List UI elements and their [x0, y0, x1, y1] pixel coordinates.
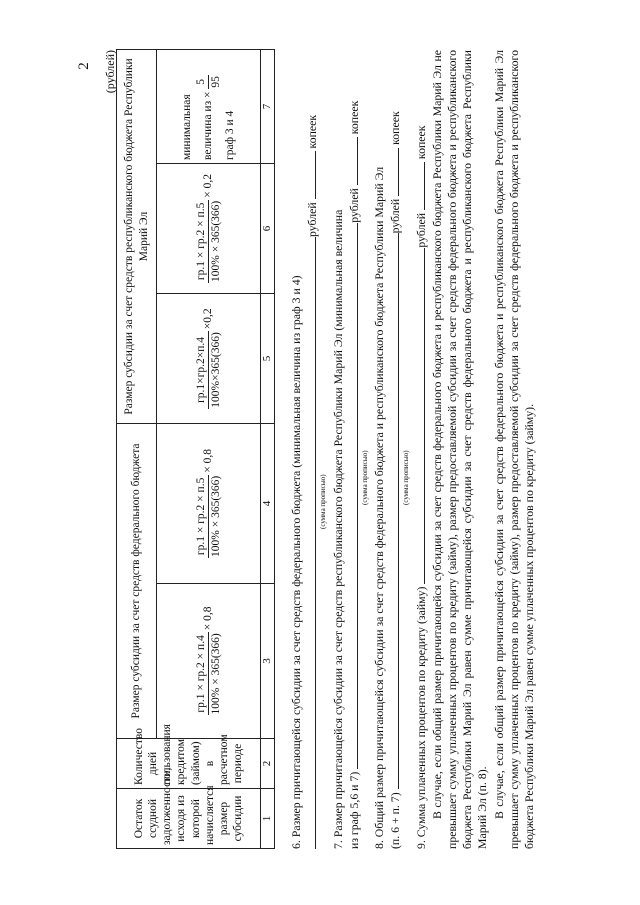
item-9-rubles-label: рублей [414, 212, 428, 248]
formula-col3 [157, 584, 261, 739]
item-8-amount-line [387, 50, 403, 849]
column-number-6: 6 [261, 164, 275, 294]
item-7-hint: (сумма прописью) [361, 450, 369, 505]
formula-col3-numerator: гр.1 × гр.2 × п.4 [194, 632, 209, 715]
header-loan-balance: Остаток ссудной задолженности, исходя из которой начисляется размер субсидии [117, 789, 261, 849]
formula-col6-multiplier: × 0,2 [202, 174, 215, 198]
item-7-kopecks-blank [346, 137, 358, 185]
item-8-hint: (сумма прописью) [402, 450, 410, 505]
formula-col4-multiplier: × 0,8 [202, 449, 215, 473]
column-number-2: 2 [261, 739, 275, 789]
item-6-amount-line [304, 50, 320, 849]
item-8-line1: 8. Общий размер причитающейся субсидии за счет средств федерального бюджета и республиканского бюджета Республики Марий Эл [372, 166, 386, 849]
item-7-kopecks-label: копеек [347, 100, 361, 135]
formula-col7-columns: граф 3 и 4 [224, 110, 237, 160]
column-number-5: 5 [261, 294, 275, 424]
item-8-amount-blank [387, 233, 399, 789]
item-9-kopecks-label: копеек [414, 125, 428, 160]
formula-col6 [157, 164, 261, 294]
item-6-kopecks-blank [304, 151, 316, 199]
paragraph-exceeds: В случае, если общий размер причитающейся субсидии за счет средств федерального бюджета и республиканского бюджета Республики Марий Эл превышает сумму уплаченных процентов по кредиту (займу), размер предоставляемой субсидии за счет средств федерального бюджета и республиканского бюджета Республики Марий Эл равен сумме уплаченных процентов по кредиту (займу). [492, 50, 536, 849]
formula-col4-denominator: 100% × 365(366) [210, 475, 222, 557]
formula-col7-numerator: 5 [194, 75, 209, 89]
item-8-kopecks-blank [387, 148, 399, 196]
column-number-4: 4 [261, 424, 275, 584]
header-republic-subsidy: Размер субсидии за счет средств республиканского бюджета Республики Марий Эл [117, 49, 157, 423]
item-9 [413, 50, 429, 849]
subsidy-table [116, 49, 275, 849]
formula-col5-multiplier: ×0,2 [202, 308, 215, 330]
column-number-3: 3 [261, 584, 275, 739]
item-7-rubles-label: рублей [347, 188, 361, 223]
currency-unit: (рублей) [103, 50, 117, 94]
item-6 [289, 50, 304, 849]
item-7-amount-blank [346, 223, 358, 769]
paragraph-not-exceeds: В случае, если общий размер причитающейся субсидии за счет средств федерального бюджета и республиканского бюджета Республики Марий Эл не превышает сумму уплаченных процентов по кредиту (займу), размер предоставляемой субсидии за счет средств федерального бюджета и республиканского бюджета Республики Марий Эл равен сумме причитающейся субсидии за счет средств федерального бюджета и республиканского бюджета Республики Марий Эл (п. 8). [430, 50, 489, 849]
page-number: 2 [76, 62, 92, 70]
formula-col6-numerator: гр.1 × гр.2 × п.5 [194, 200, 209, 283]
header-days-count: Количество дней пользования кредитом (займом) в расчетном периоде [117, 739, 261, 789]
formula-col7 [157, 49, 261, 163]
formula-col4 [157, 424, 261, 584]
formula-col3-denominator: 100% × 365(366) [210, 633, 222, 715]
formula-col5 [157, 294, 261, 424]
item-8-rubles-label: рублей [388, 198, 402, 234]
formula-col7-multiplier: × [202, 91, 215, 98]
item-7-line1: 7. Размер причитающейся субсидии за счет средств республиканского бюджета Республики Марий Эл (минимальная величина [331, 209, 345, 849]
item-6-rubles-label: рублей [305, 202, 319, 237]
formula-col7-text: минимальная величина из [180, 94, 215, 160]
item-9-kopecks-blank [413, 162, 425, 210]
item-7-amount-line [346, 50, 362, 849]
item-8-line2: (п. 6 + п. 7) [388, 792, 402, 849]
column-number-1: 1 [261, 789, 275, 849]
item-8 [372, 50, 387, 849]
item-8-kopecks-label: копеек [388, 111, 402, 145]
item-7 [331, 50, 346, 849]
formula-col5-numerator: гр.1×гр.2×п.4 [194, 331, 209, 408]
item-6-amount-blank [304, 237, 316, 849]
item-9-text: 9. Сумма уплаченных процентов по кредиту (займу) [414, 586, 428, 849]
item-6-text: 6. Размер причитающейся субсидии за счет средств федерального бюджета (минимальная величина из граф 3 и 4) [289, 275, 303, 849]
item-9-amount-blank [413, 248, 425, 584]
item-7-line2: из граф 5,6 и 7) [347, 771, 361, 849]
formula-col7-denominator: 95 [210, 76, 222, 88]
item-6-hint: (сумма прописью) [319, 474, 327, 529]
header-federal-subsidy: Размер субсидии за счет средств федерального бюджета [117, 424, 157, 739]
formula-col5-denominator: 100%×365(366) [210, 332, 222, 408]
column-number-7: 7 [261, 49, 275, 163]
item-6-kopecks-label: копеек [305, 114, 319, 149]
formula-col3-multiplier: × 0,8 [202, 606, 215, 631]
formula-col4-numerator: гр.1 × гр.2 × п.5 [194, 475, 209, 558]
formula-col6-denominator: 100% × 365(366) [210, 200, 222, 282]
